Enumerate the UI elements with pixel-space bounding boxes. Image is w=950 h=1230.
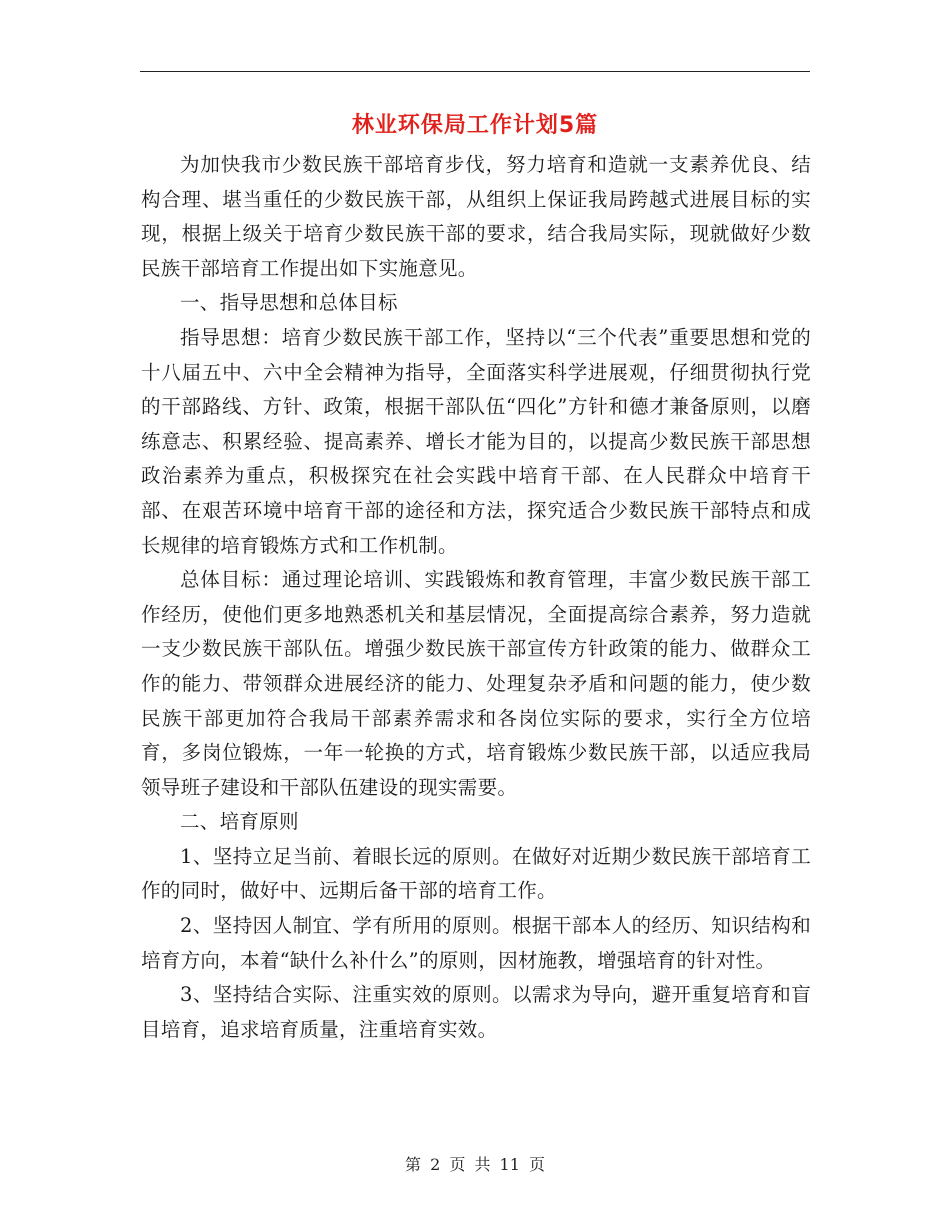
paragraph-principle-3: 3、坚持结合实际、注重实效的原则。以需求为导向，避开重复培育和盲目培育，追求培育质量，注重培育实效。 bbox=[141, 983, 811, 1041]
header-rule bbox=[140, 71, 810, 72]
paragraph-overall-goal: 总体目标：通过理论培训、实践锻炼和教育管理，丰富少数民族干部工作经历，使他们更多地熟悉机关和基层情况，全面提高综合素养，努力造就一支少数民族干部队伍。增强少数民族干部宣传方针政策的能力、做群众工作的能力、带领群众进展经济的能力、处理复杂矛盾和问题的能力，使少数民族干部更加符合我局干部素养需求和各岗位实际的要求，实行全方位培育，多岗位锻炼，一年一轮换的方式，培育锻炼少数民族干部，以适应我局领导班子建设和干部队伍建设的现实需要。 bbox=[141, 568, 811, 799]
section-heading-training-principles: 二、培育原则 bbox=[180, 810, 299, 834]
paragraph-intro: 为加快我市少数民族干部培育步伐，努力培育和造就一支素养优良、结构合理、堪当重任的少数民族干部，从组织上保证我局跨越式进展目标的实现，根据上级关于培育少数民族干部的要求，结合我局实际，现就做好少数民族干部培育工作提出如下实施意见。 bbox=[141, 153, 811, 280]
document-body bbox=[141, 148, 811, 1047]
paragraph-principle-1: 1、坚持立足当前、着眼长远的原则。在做好对近期少数民族干部培育工作的同时，做好中、远期后备干部的培育工作。 bbox=[141, 844, 811, 903]
section-heading-guiding-ideology: 一、指导思想和总体目标 bbox=[180, 291, 398, 315]
document-title: 林业环保局工作计划5篇 bbox=[351, 113, 599, 138]
paragraph-principle-2: 2、坚持因人制宜、学有所用的原则。根据干部本人的经历、知识结构和培育方向，本着“缺什么补什么”的原则，因材施教，增强培育的针对性。 bbox=[141, 914, 811, 972]
paragraph-guiding-ideology: 指导思想：培育少数民族干部工作，坚持以“三个代表”重要思想和党的十八届五中、六中全会精神为指导，全面落实科学进展观，仔细贯彻执行党的干部路线、方针、政策，根据干部队伍“四化”方针和德才兼备原则，以磨练意志、积累经验、提高素养、增长才能为目的，以提高少数民族干部思想政治素养为重点，积极探究在社会实践中培育干部、在人民群众中培育干部、在艰苦环境中培育干部的途径和方法，探究适合少数民族干部特点和成长规律的培育锻炼方式和工作机制。 bbox=[141, 325, 811, 557]
page-number-footer: 第 2 页 共 11 页 bbox=[405, 1155, 545, 1174]
